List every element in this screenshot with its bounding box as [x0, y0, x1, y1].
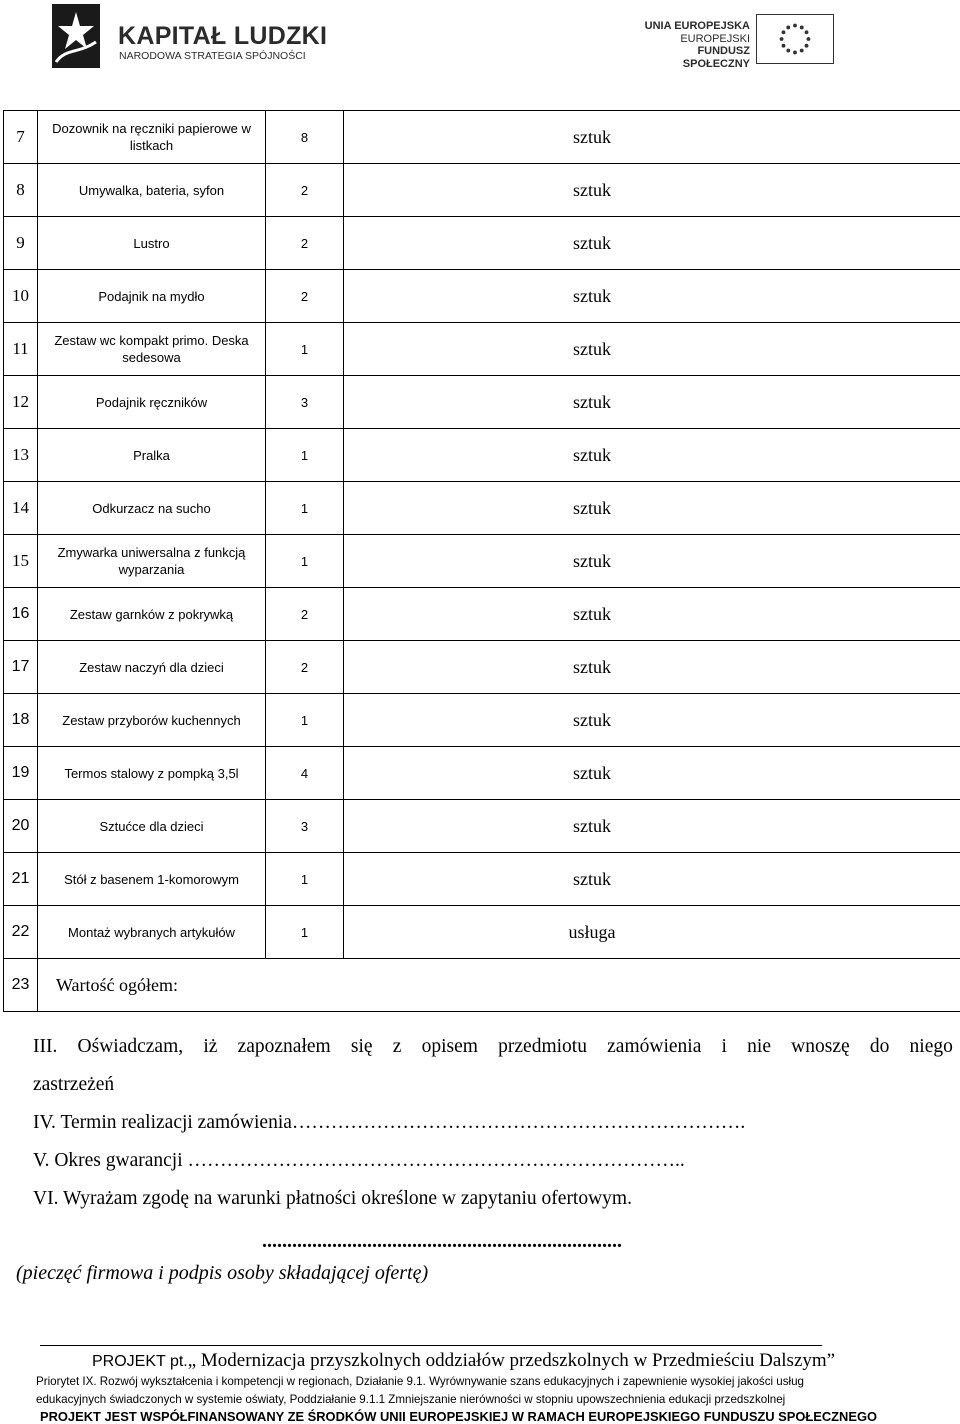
table-row	[4, 906, 960, 959]
table-row	[4, 747, 960, 800]
declaration-iii-word: z	[392, 1036, 402, 1057]
item-name: Montaż wybranych artykułów	[38, 906, 266, 959]
kapital-ludzki-title: KAPITAŁ LUDZKI	[118, 22, 328, 50]
item-unit: sztuk	[573, 232, 611, 253]
item-number: 12	[4, 376, 38, 429]
declaration-iii-word: opisem	[421, 1036, 478, 1057]
table-row	[4, 429, 960, 482]
table-row	[4, 376, 960, 429]
item-unit-cell	[344, 641, 960, 694]
item-number: 21	[4, 853, 38, 906]
item-name: Podajnik ręczników	[38, 376, 266, 429]
page-header	[0, 0, 960, 80]
item-number: 9	[4, 217, 38, 270]
signature-caption: (pieczęć firmowa i podpis osoby składającej ofertę)	[16, 1262, 429, 1284]
total-number: 23	[4, 959, 38, 1012]
table-row	[4, 694, 960, 747]
table-row	[4, 588, 960, 641]
table-row	[4, 482, 960, 535]
item-unit-cell	[344, 694, 960, 747]
eu-line-2: EUROPEJSKI	[680, 32, 750, 45]
item-number: 22	[4, 906, 38, 959]
eu-fund-logo	[638, 14, 838, 70]
table-row	[4, 270, 960, 323]
item-unit: sztuk	[573, 497, 611, 518]
declaration-iii-word: zapoznałem	[237, 1036, 331, 1057]
item-number: 7	[4, 111, 38, 164]
declaration-iii-word: Oświadczam,	[77, 1036, 184, 1057]
eu-line-1: UNIA EUROPEJSKA	[644, 20, 750, 32]
item-quantity: 1	[266, 482, 344, 535]
item-quantity: 3	[266, 800, 344, 853]
item-name: Stół z basenem 1-komorowym	[38, 853, 266, 906]
item-unit-cell	[344, 217, 960, 270]
item-name: Termos stalowy z pompką 3,5l	[38, 747, 266, 800]
footer-cofinancing-line: PROJEKT JEST WSPÓŁFINANSOWANY ZE ŚRODKÓW UNII EUROPEJSKIEJ W RAMACH EUROPEJSKIEGO FUNDUSZU SPOŁECZNEGO	[40, 1409, 878, 1424]
item-quantity: 2	[266, 270, 344, 323]
table-row	[4, 217, 960, 270]
item-unit-cell	[344, 588, 960, 641]
item-name: Podajnik na mydło	[38, 270, 266, 323]
declaration-iii-word: zamówienia	[607, 1036, 702, 1057]
declaration-iii	[33, 1036, 953, 1058]
declaration-vi: VI. Wyrażam zgodę na warunki płatności określone w zapytaniu ofertowym.	[33, 1188, 632, 1209]
declaration-iii-number: III.	[33, 1036, 58, 1057]
declaration-iii-word: do	[869, 1036, 890, 1057]
item-unit-cell	[344, 111, 960, 164]
item-unit: sztuk	[573, 603, 611, 624]
item-unit-cell	[344, 800, 960, 853]
item-quantity: 4	[266, 747, 344, 800]
total-row	[4, 959, 960, 1012]
item-quantity: 1	[266, 429, 344, 482]
declaration-iii-continuation: zastrzeżeń	[33, 1074, 115, 1095]
item-name: Odkurzacz na sucho	[38, 482, 266, 535]
item-unit-cell	[344, 482, 960, 535]
declaration-iii-word: niego	[909, 1036, 953, 1057]
item-unit-cell	[344, 376, 960, 429]
item-name: Zmywarka uniwersalna z funkcją wyparzania	[38, 535, 266, 588]
item-quantity: 2	[266, 588, 344, 641]
item-number: 11	[4, 323, 38, 376]
item-name: Zestaw naczyń dla dzieci	[38, 641, 266, 694]
declaration-iii-word: iż	[203, 1036, 218, 1057]
table-row	[4, 800, 960, 853]
item-unit: sztuk	[573, 126, 611, 147]
declaration-iii-word: nie	[747, 1036, 771, 1057]
item-unit: sztuk	[573, 285, 611, 306]
item-unit-cell	[344, 429, 960, 482]
item-quantity: 3	[266, 376, 344, 429]
item-unit-cell	[344, 164, 960, 217]
item-unit: sztuk	[573, 179, 611, 200]
footer-priority-line: Priorytet IX. Rozwój wykształcenia i kompetencji w regionach, Działanie 9.1. Wyrównywanie szans edukacyjnych i zapewnienie wysokiej jakości usług	[36, 1375, 805, 1388]
table-row	[4, 641, 960, 694]
item-number: 16	[4, 588, 38, 641]
footer-subaction-line: edukacyjnych świadczonych w systemie oświaty, Poddziałanie 9.1.1 Zmniejszanie nierówności w stopniu upowszechnienia edukacji przedszkolnej	[36, 1393, 786, 1406]
declaration-iii-word: przedmiotu	[498, 1036, 587, 1057]
total-label: Wartość ogółem:	[38, 959, 960, 1012]
item-number: 8	[4, 164, 38, 217]
table-row	[4, 164, 960, 217]
item-name: Sztućce dla dzieci	[38, 800, 266, 853]
item-number: 10	[4, 270, 38, 323]
table-row	[4, 535, 960, 588]
footer-divider	[40, 1345, 822, 1346]
declaration-iii-word: i	[721, 1036, 727, 1057]
item-number: 14	[4, 482, 38, 535]
item-unit-cell	[344, 906, 960, 959]
item-name: Umywalka, bateria, syfon	[38, 164, 266, 217]
table-row	[4, 853, 960, 906]
items-table-body	[4, 111, 960, 1012]
signature-dots: ........................................................................	[262, 1230, 622, 1252]
item-unit-cell	[344, 853, 960, 906]
item-quantity: 2	[266, 164, 344, 217]
item-unit: sztuk	[573, 656, 611, 677]
item-unit-cell	[344, 535, 960, 588]
item-quantity: 8	[266, 111, 344, 164]
item-name: Dozownik na ręczniki papierowe w listkach	[38, 111, 266, 164]
item-unit-cell	[344, 323, 960, 376]
item-number: 20	[4, 800, 38, 853]
item-unit-cell	[344, 747, 960, 800]
item-quantity: 1	[266, 906, 344, 959]
declaration-v: V. Okres gwarancji …………………………………………………………………..	[33, 1150, 685, 1171]
item-number: 18	[4, 694, 38, 747]
item-unit: usługa	[568, 921, 616, 942]
declaration-iv: IV. Termin realizacji zamówienia…………………………………………………………….	[33, 1112, 746, 1133]
kapital-ludzki-mark-icon	[48, 4, 104, 68]
item-unit: sztuk	[573, 391, 611, 412]
table-row	[4, 111, 960, 164]
item-quantity: 2	[266, 641, 344, 694]
item-name: Zestaw wc kompakt primo. Deska sedesowa	[38, 323, 266, 376]
item-unit: sztuk	[573, 762, 611, 783]
eu-flag-icon	[756, 14, 834, 64]
eu-line-3: FUNDUSZ SPOŁECZNY	[682, 45, 750, 70]
item-unit: sztuk	[573, 815, 611, 836]
item-quantity: 1	[266, 323, 344, 376]
kapital-ludzki-logo	[48, 4, 328, 70]
item-unit-cell	[344, 270, 960, 323]
item-unit: sztuk	[573, 550, 611, 571]
footer-project-line	[92, 1350, 835, 1372]
item-quantity: 2	[266, 217, 344, 270]
item-unit: sztuk	[573, 868, 611, 889]
declaration-iii-word: się	[350, 1036, 373, 1057]
item-quantity: 1	[266, 694, 344, 747]
items-table	[3, 110, 960, 1012]
item-quantity: 1	[266, 853, 344, 906]
item-unit: sztuk	[573, 338, 611, 359]
footer-project-label: PROJEKT pt.	[92, 1353, 188, 1370]
declaration-iii-word: wnoszę	[791, 1036, 850, 1057]
table-row	[4, 323, 960, 376]
item-name: Zestaw przyborów kuchennych	[38, 694, 266, 747]
item-number: 15	[4, 535, 38, 588]
item-number: 13	[4, 429, 38, 482]
item-unit: sztuk	[573, 444, 611, 465]
eu-logo-text	[638, 20, 750, 70]
item-quantity: 1	[266, 535, 344, 588]
item-name: Zestaw garnków z pokrywką	[38, 588, 266, 641]
footer-project-title: „ Modernizacja przyszkolnych oddziałów przedszkolnych w Przedmieściu Dalszym”	[187, 1350, 836, 1371]
item-name: Pralka	[38, 429, 266, 482]
item-number: 19	[4, 747, 38, 800]
item-unit: sztuk	[573, 709, 611, 730]
item-number: 17	[4, 641, 38, 694]
kapital-ludzki-subtitle: NARODOWA STRATEGIA SPÓJNOŚCI	[119, 50, 306, 62]
item-name: Lustro	[38, 217, 266, 270]
